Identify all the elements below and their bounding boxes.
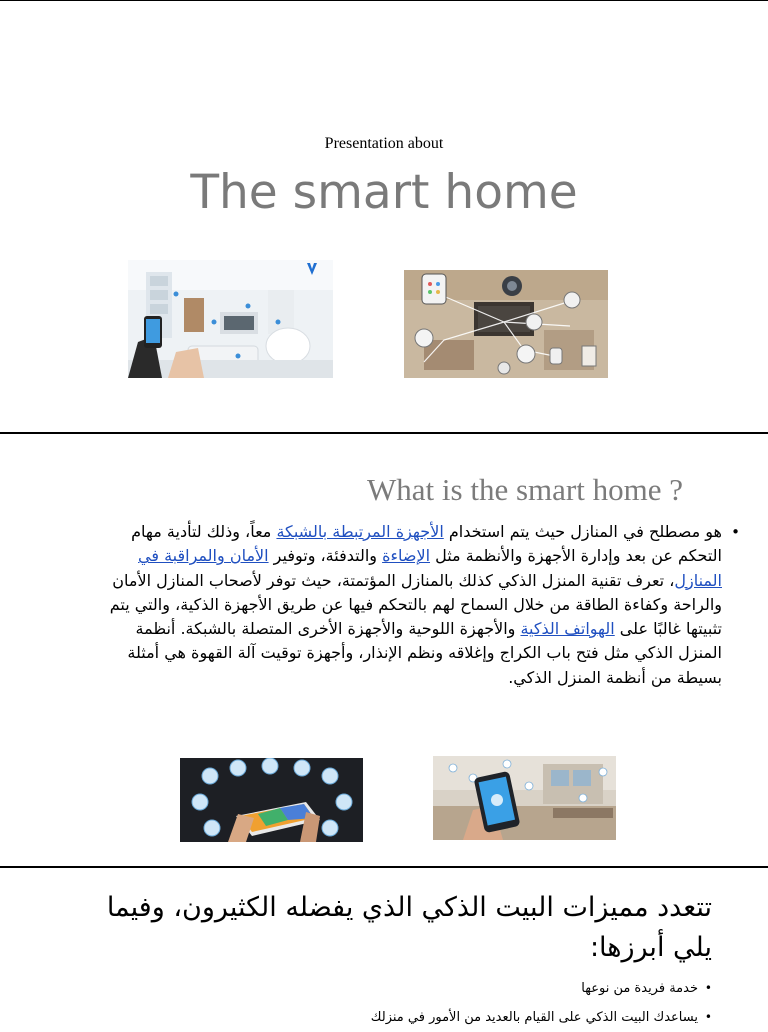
slide-2-title: What is the smart home ? <box>367 472 683 507</box>
list-item <box>180 974 712 1003</box>
slide-3 <box>0 868 768 1028</box>
slide-1 <box>0 0 768 434</box>
list-item <box>180 1003 712 1032</box>
text-span: معاً، وذلك لتأدية مهام التحكم عن بعد وإدارة الأجهزة والأنظمة مثل <box>131 522 722 566</box>
smart-home-definition <box>90 520 740 690</box>
bullet-icon: • <box>731 523 740 541</box>
features-list <box>180 974 712 1032</box>
link-networked-devices[interactable]: الأجهزة المرتبطة بالشبكة <box>276 522 444 541</box>
phone-kitchen-image <box>433 756 616 840</box>
slide-1-subtitle: Presentation about <box>324 135 444 152</box>
slide-2 <box>0 434 768 868</box>
list-item-text: خدمة فريدة من نوعها <box>581 981 698 996</box>
tablet-control-icons-image <box>180 758 363 842</box>
text-span: والتدفئة، وتوفير <box>268 546 383 566</box>
link-home-security[interactable]: الأمان والمراقبة في المنازل <box>138 546 722 590</box>
text-span: والأجهزة اللوحية والأجهزة الأخرى المتصلة بالشبكة. أنظمة المنزل الذكي مثل فتح باب الكراج وإغلاقه ونظم الإنذار، وأجهزة توقيت آلة القهوة هي أمثلة بسيطة من أنظمة المنزل الذكي. <box>127 619 722 687</box>
smart-devices-network-image <box>404 270 608 378</box>
slide-3-title: تتعدد مميزات البيت الذكي الذي يفضله الكثيرون، وفيما يلي أبرزها: <box>106 892 712 963</box>
giants-logo <box>305 262 319 278</box>
link-lighting[interactable]: الإضاءة <box>382 546 431 566</box>
bullet-icon: • <box>704 1010 712 1024</box>
list-item-text: يساعدك البيت الذكي على القيام بالعديد من الأمور في منزلك <box>370 1010 698 1025</box>
link-smartphones[interactable]: الهواتف الذكية <box>520 619 615 639</box>
text-span: هو مصطلح في المنازل حيث يتم استخدام <box>443 522 722 541</box>
bullet-icon: • <box>704 981 712 995</box>
smart-living-room-image <box>128 260 333 378</box>
slide-1-title: The smart home <box>190 165 578 220</box>
definition-paragraph <box>90 520 740 690</box>
text-span: ، تعرف تقنية المنزل الذكي كذلك بالمنازل المؤتمتة، حيث توفر لأصحاب المنازل الأمان والراحة وكفاءة الطاقة من خلال السماح لهم بالتحكم فيها عن طريق الأجهزة الذكية، والتي يتم تثبيتها غالبًا على <box>109 570 722 639</box>
